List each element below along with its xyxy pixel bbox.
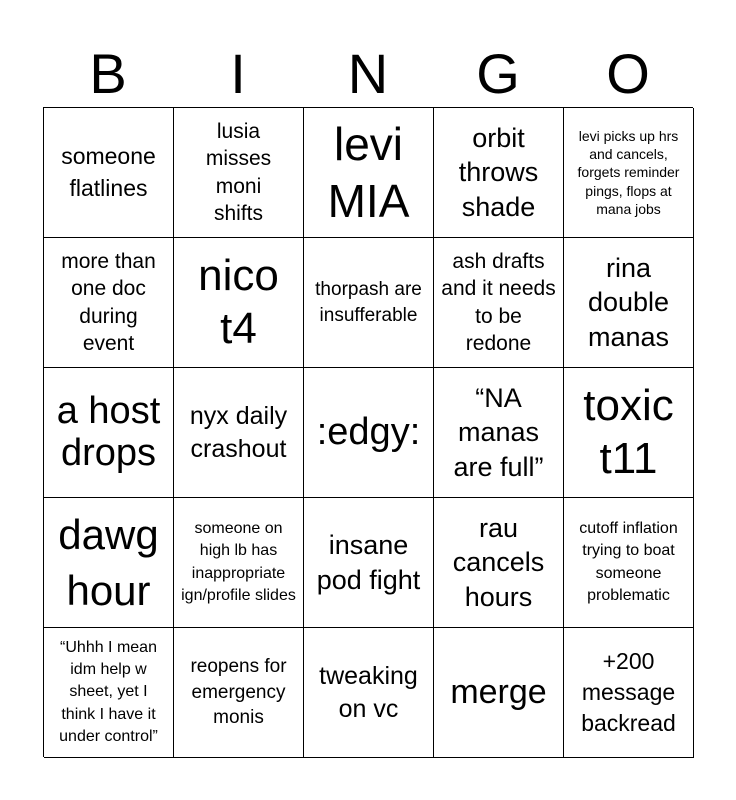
cell-text: merge xyxy=(450,673,547,712)
cell-text: cutoff inflation trying to boat someone problematic xyxy=(579,519,678,604)
bingo-cell[interactable] xyxy=(434,628,564,758)
cell-text: thorpash are insufferable xyxy=(315,278,422,326)
cell-text: orbit throws shade xyxy=(458,122,539,222)
header-letter-n: N xyxy=(347,42,389,105)
bingo-cell[interactable] xyxy=(304,108,434,238)
cell-text: tweaking on vc xyxy=(319,662,418,723)
cell-text: nyx daily crashout xyxy=(189,402,288,463)
bingo-cell[interactable] xyxy=(564,498,694,628)
bingo-cell[interactable] xyxy=(174,498,304,628)
bingo-cell[interactable] xyxy=(434,498,564,628)
header-letter-g: G xyxy=(476,42,520,105)
header-letter-b: B xyxy=(89,42,127,105)
cell-text: rau cancels hours xyxy=(452,512,545,612)
cell-text: :edgy: xyxy=(316,410,421,453)
cell-text: nico t4 xyxy=(198,250,279,353)
bingo-cell[interactable] xyxy=(44,628,174,758)
bingo-cell[interactable] xyxy=(434,368,564,498)
cell-text: rina double manas xyxy=(587,252,670,352)
bingo-cell[interactable] xyxy=(44,368,174,498)
cell-text: lusia misses moni shifts xyxy=(205,119,272,225)
bingo-cell[interactable] xyxy=(564,368,694,498)
bingo-cell[interactable] xyxy=(44,498,174,628)
header-letter-o: O xyxy=(606,42,650,105)
header-letter-i: I xyxy=(230,42,246,105)
bingo-board xyxy=(43,107,693,757)
cell-text: ash drafts and it needs to be redone xyxy=(441,249,556,355)
cell-text: dawg hour xyxy=(58,511,159,614)
cell-text: levi MIA xyxy=(327,118,410,227)
bingo-cell[interactable] xyxy=(564,628,694,758)
cell-text: more than one doc during event xyxy=(61,249,156,355)
bingo-header xyxy=(43,42,693,106)
bingo-cell[interactable] xyxy=(304,238,434,368)
bingo-cell[interactable] xyxy=(304,368,434,498)
bingo-cell[interactable] xyxy=(174,108,304,238)
cell-text: “NA manas are full” xyxy=(453,382,544,482)
cell-text: someone on high lb has inappropriate ign/profile slides xyxy=(181,519,296,604)
bingo-cell[interactable] xyxy=(434,108,564,238)
bingo-cell[interactable] xyxy=(44,108,174,238)
bingo-cell[interactable] xyxy=(564,238,694,368)
bingo-cell[interactable] xyxy=(174,238,304,368)
bingo-cell[interactable] xyxy=(304,498,434,628)
cell-text: toxic t11 xyxy=(583,380,674,483)
cell-text: +200 message backread xyxy=(581,647,676,737)
bingo-cell[interactable] xyxy=(434,238,564,368)
cell-text: “Uhhh I mean idm help w sheet, yet I think I have it under control” xyxy=(59,638,158,746)
cell-text: someone flatlines xyxy=(61,143,156,201)
bingo-cell[interactable] xyxy=(174,368,304,498)
cell-text: reopens for emergency monis xyxy=(190,656,287,729)
cell-text: a host drops xyxy=(56,389,161,474)
bingo-cell[interactable] xyxy=(174,628,304,758)
bingo-cell[interactable] xyxy=(44,238,174,368)
bingo-cell[interactable] xyxy=(564,108,694,238)
cell-text: levi picks up hrs and cancels, forgets reminder pings, flops at mana jobs xyxy=(577,128,680,217)
bingo-cell[interactable] xyxy=(304,628,434,758)
cell-text: insane pod fight xyxy=(316,529,421,595)
